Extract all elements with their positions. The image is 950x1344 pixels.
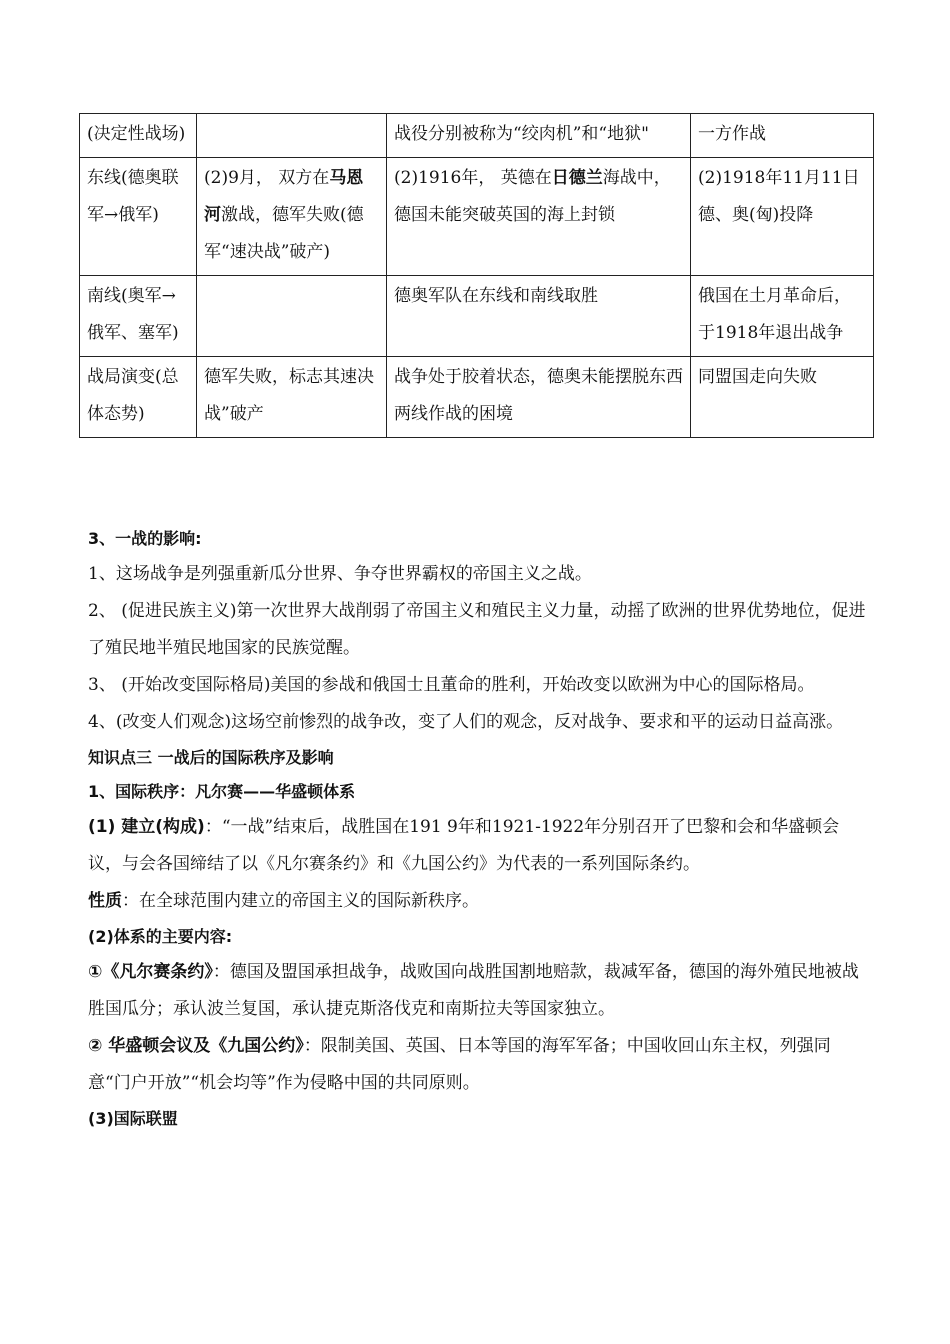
versailles-label: ①《凡尔赛条约》 xyxy=(88,962,213,982)
nature-text: ：在全球范围内建立的帝国主义的国际新秩序。 xyxy=(122,891,479,911)
washington-label: ② 华盛顿会议及《九国公约》 xyxy=(88,1036,304,1056)
cell-bold-term: 日德兰 xyxy=(551,168,603,188)
table-cell-col1: 东线(德奥联军→俄军) xyxy=(80,158,197,276)
cell-text: 海战中，德国未能突破英国的海上封锁 xyxy=(394,168,671,225)
cell-text: 战争处于胶着状态，德奥未能摆脱东西两线作战的困境 xyxy=(394,367,683,424)
cell-bold-term: 马恩河 xyxy=(204,168,364,225)
table-cell-col1: 南线(奥军→俄军、塞军) xyxy=(80,276,197,357)
table-cell-col3 xyxy=(387,158,691,276)
table-cell-col3 xyxy=(387,114,691,158)
table-cell-col2 xyxy=(197,276,387,357)
table-cell-col4 xyxy=(691,158,874,276)
cell-text: 一方作战 xyxy=(698,124,766,144)
table-cell-col3 xyxy=(387,276,691,357)
nature-label: 性质 xyxy=(88,891,122,911)
impact-item-3: 3、 (开始改变国际格局)美国的参战和俄国士且董命的胜利，开始改变以欧洲为中心的国际格局。 xyxy=(88,675,815,695)
impact-item-2: 2、 (促进民族主义)第一次世界大战削弱了帝国主义和殖民主义力量，动摇了欧洲的世界优势地位，促进了殖民地半殖民地国家的民族觉醒。 xyxy=(88,601,866,658)
cell-text: (2)1918年11月11日德、奥(匈)投降 xyxy=(698,168,860,225)
table-body xyxy=(80,114,874,438)
cell-text: 德奥军队在东线和南线取胜 xyxy=(394,286,598,306)
impact-heading: 3、一战的影响: xyxy=(88,529,202,548)
versailles-paragraph xyxy=(88,954,870,1028)
cell-text: 同盟国走向失败 xyxy=(698,367,817,387)
cell-text: (2)9月， 双方在 xyxy=(204,168,330,188)
league-of-nations-heading: (3)国际联盟 xyxy=(88,1109,178,1128)
versailles-text: ：德国及盟国承担战争，战败国向战胜国割地赔款，裁减军备，德国的海外殖民地被战胜国瓜分；承认波兰复国，承认捷克斯洛伐克和南斯拉夫等国家独立。 xyxy=(88,962,859,1019)
cell-text: 激战，德军失败(德军“速决战”破产) xyxy=(204,205,364,262)
washington-text: ：限制美国、英国、日本等国的海军军备；中国收回山东主权，列强同意“门户开放”“机会均等”作为侵略中国的共同原则。 xyxy=(88,1036,831,1093)
ww1-fronts-table xyxy=(79,113,874,438)
table-cell-col1: (决定性战场) xyxy=(80,114,197,158)
table-cell-col4 xyxy=(691,114,874,158)
main-content-heading: (2)体系的主要内容: xyxy=(88,927,233,946)
table-row xyxy=(80,276,874,357)
washington-paragraph xyxy=(88,1028,870,1102)
table-cell-col2 xyxy=(197,357,387,438)
table-cell-col2 xyxy=(197,114,387,158)
table-cell-col4 xyxy=(691,276,874,357)
knowledge-point-3-heading: 知识点三 一战后的国际秩序及影响 xyxy=(88,748,334,767)
table-row xyxy=(80,158,874,276)
cell-text: 战役分别被称为“绞肉机”和“地狱" xyxy=(394,124,649,144)
cell-text: 俄国在土月革命后，于1918年退出战争 xyxy=(698,286,851,343)
nature-paragraph xyxy=(88,883,870,920)
establish-text: ：“一战”结束后，战胜国在191 9年和1921-1922年分别召开了巴黎和会和华盛顿会议，与会各国缔结了以《凡尔赛条约》和《九国公约》为代表的一系列国际条约。 xyxy=(88,817,840,874)
table-cell-col1: 战局演变(总体态势) xyxy=(80,357,197,438)
impact-item-4: 4、(改变人们观念)这场空前惨烈的战争改，变了人们的观念，反对战争、要求和平的运动日益高涨。 xyxy=(88,712,844,732)
table-cell-col2 xyxy=(197,158,387,276)
establish-label: (1) 建立(构成) xyxy=(88,817,205,837)
table-row xyxy=(80,357,874,438)
table-cell-col4 xyxy=(691,357,874,438)
cell-text: 德军失败，标志其速决战”破产 xyxy=(204,367,374,424)
impact-item-1: 1、这场战争是列强重新瓜分世界、争夺世界霸权的帝国主义之战。 xyxy=(88,564,592,584)
table-row xyxy=(80,114,874,158)
establish-paragraph xyxy=(88,809,870,883)
cell-text: (2)1916年， 英德在 xyxy=(394,168,552,188)
international-order-heading: 1、国际秩序：凡尔赛——华盛顿体系 xyxy=(88,782,356,801)
document-body xyxy=(88,522,870,1136)
table-cell-col3 xyxy=(387,357,691,438)
